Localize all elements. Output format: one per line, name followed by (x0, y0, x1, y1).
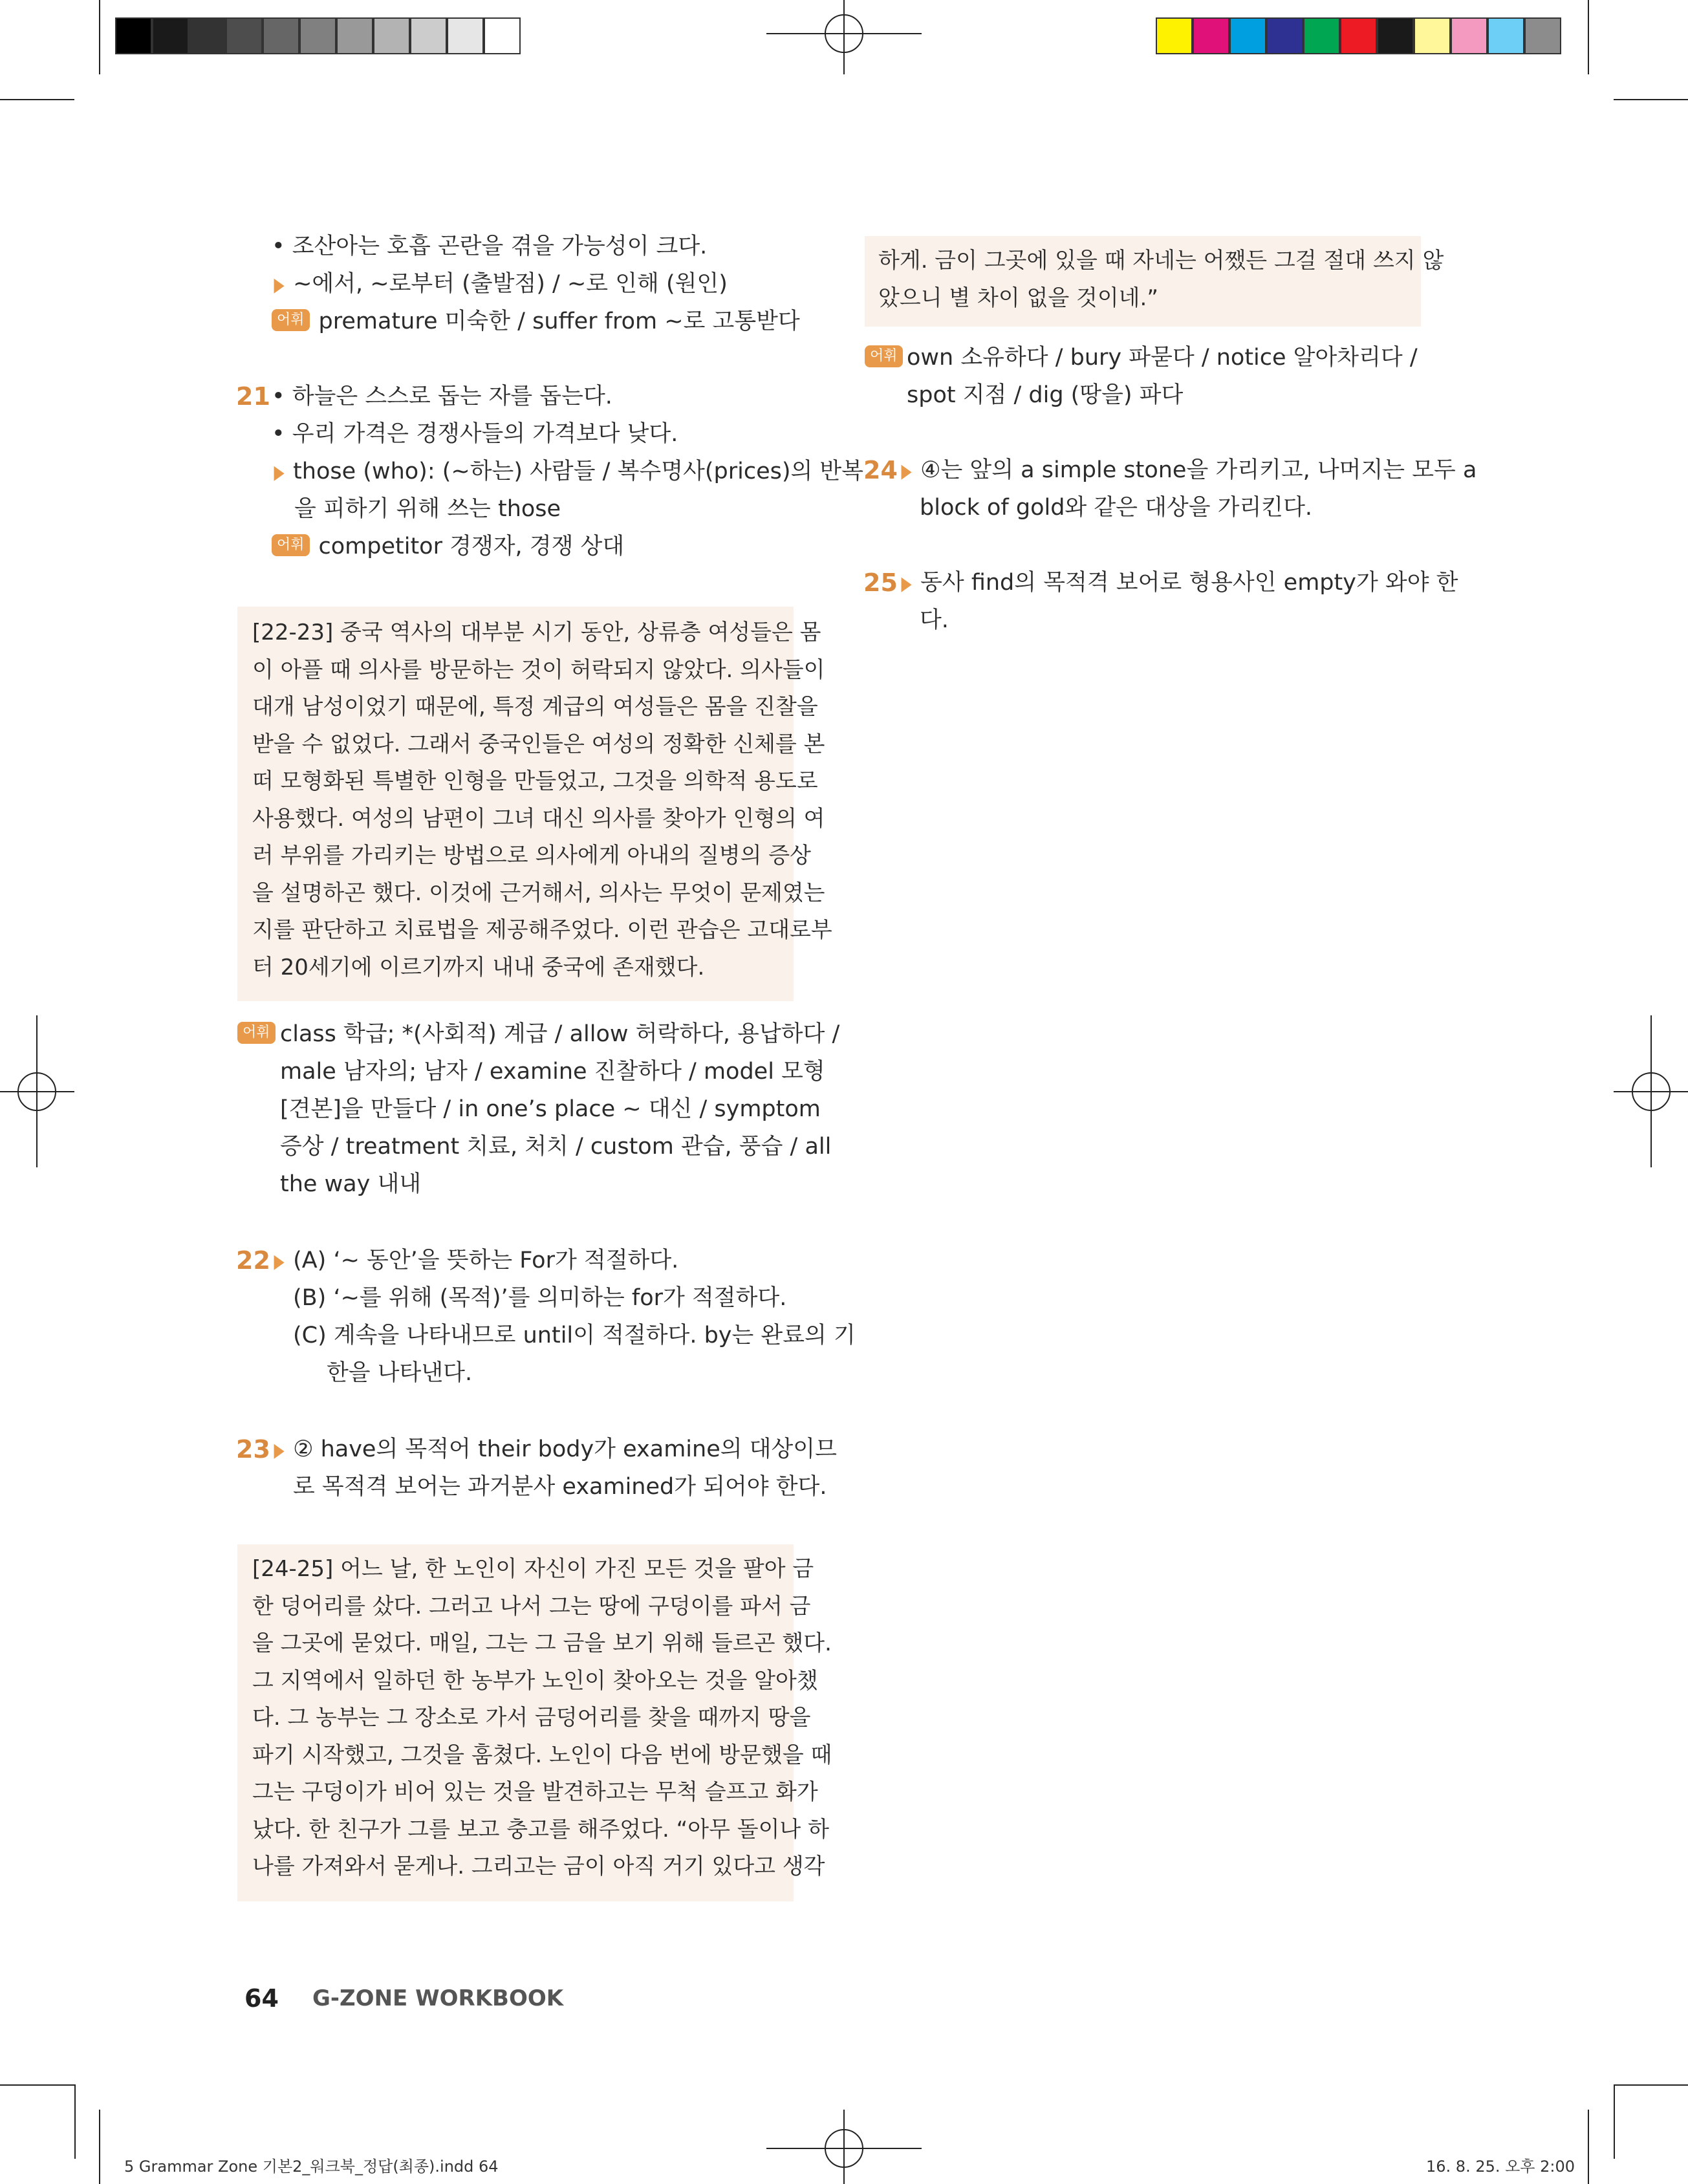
vocab-line: male 남자의; 남자 / examine 진찰하다 / model 모형 (280, 1059, 825, 1085)
passage-line: 나를 가져와서 묻게나. 그리고는 금이 아직 거기 있다고 생각 (252, 1854, 825, 1879)
vocab-badge: 어휘 (237, 1022, 276, 1044)
passage-line: 았으니 별 차이 없을 것이네.” (878, 285, 1158, 311)
passage-line: [22-23] 중국 역사의 대부분 시기 동안, 상류층 여성들은 몸 (252, 620, 821, 645)
color-swatch (1266, 17, 1303, 54)
passage-line: 대개 남성이었기 때문에, 특정 계급의 여성들은 몸을 진찰을 (252, 694, 818, 720)
intro-note: ▶ ~에서, ~로부터 (출발점) / ~로 인해 (원인) (272, 265, 728, 304)
slug-file-info: 5 Grammar Zone 기본2_워크북_정답(최종).indd 64 (124, 2157, 499, 2176)
arrow-right-icon: ▶ (901, 460, 912, 482)
passage-line: 지를 판단하고 치료법을 제공해주었다. 이런 관습은 고대로부 (252, 917, 832, 943)
passage-line: 받을 수 없었다. 그래서 중국인들은 여성의 정확한 신체를 본 (252, 731, 825, 757)
passage-line: 파기 시작했고, 그것을 훔쳤다. 노인이 다음 번에 방문했을 때 (252, 1742, 832, 1768)
arrow-right-icon: ▶ (274, 461, 285, 484)
passage-line: [24-25] 어느 날, 한 노인이 자신이 가진 모든 것을 팔아 금 (252, 1556, 814, 1582)
vocab-badge: 어휘 (272, 534, 310, 556)
passage-line: 이 아플 때 의사를 방문하는 것이 허락되지 않았다. 의사들이 (252, 656, 825, 683)
color-swatch (373, 17, 410, 54)
q21-line: • 하늘은 스스로 돕는 자를 돕는다. (272, 384, 612, 409)
vocab-line: 증상 / treatment 치료, 처치 / custom 관습, 풍습 / all (280, 1134, 832, 1160)
crop-mark (1614, 99, 1688, 100)
color-swatch (484, 17, 521, 54)
question-number: 23 (236, 1435, 270, 1464)
intro-sentence: • 조산아는 호흡 곤란을 겪을 가능성이 크다. (272, 233, 708, 259)
q23-line: 로 목적격 보어는 과거분사 examined가 되어야 한다. (293, 1474, 827, 1500)
color-swatch (1340, 17, 1377, 54)
vocab-badge: 어휘 (272, 309, 310, 331)
color-swatch (152, 17, 189, 54)
q25-line: ▶ 동사 find의 목적격 보어로 형용사인 empty가 와야 한 (899, 564, 1458, 603)
passage-line: 사용했다. 여성의 남편이 그녀 대신 의사를 찾아가 인형의 여 (252, 805, 825, 832)
color-swatch (1156, 17, 1193, 54)
passage-line: 러 부위를 가리키는 방법으로 의사에게 아내의 질병의 증상 (252, 843, 811, 869)
color-swatch (1451, 17, 1488, 54)
q22-line: (B) ‘~를 위해 (목적)’를 의미하는 for가 적절하다. (293, 1285, 787, 1311)
passage-text-24-25 (252, 1551, 832, 1886)
q22-line: 한을 나타낸다. (327, 1360, 473, 1386)
q23-line: ▶ ② have의 목적어 their body가 examine의 대상이므 (272, 1431, 837, 1469)
crop-mark (0, 2084, 74, 2086)
book-title: G-ZONE WORKBOOK (312, 1985, 564, 2011)
color-swatch (189, 17, 226, 54)
passage-line: 을 설명하곤 했다. 이것에 근거해서, 의사는 무엇이 문제였는 (252, 880, 825, 906)
passage-line: 그는 구덩이가 비어 있는 것을 발견하고는 무척 슬프고 화가 (252, 1779, 818, 1805)
passage-line: 한 덩어리를 샀다. 그러고 나서 그는 땅에 구덩이를 파서 금 (252, 1593, 811, 1619)
vocab-line: own 소유하다 / bury 파묻다 / notice 알아차리다 / (907, 345, 1418, 371)
q21-note: ▶ those (who): (~하는) 사람들 / 복수명사(prices)의 반복 (272, 453, 863, 492)
color-swatch (226, 17, 263, 54)
color-swatch (1414, 17, 1451, 54)
question-number: 25 (863, 568, 898, 597)
arrow-right-icon: ▶ (274, 274, 285, 296)
question-number: 21 (236, 382, 270, 411)
crop-mark (1588, 2110, 1589, 2184)
passage-line: 하게. 금이 그곳에 있을 때 자네는 어쨌든 그걸 절대 쓰지 않 (878, 248, 1444, 274)
crop-mark (1614, 2084, 1615, 2159)
passage-text-22-23 (252, 614, 832, 986)
color-swatch (1303, 17, 1340, 54)
passage-line: 그 지역에서 일하던 한 농부가 노인이 찾아오는 것을 알아챘 (252, 1667, 818, 1694)
crop-mark (99, 0, 100, 74)
q25-line: 다. (920, 607, 949, 633)
passage-line: 다. 그 농부는 그 장소로 가서 금덩어리를 찾을 때까지 땅을 (252, 1705, 811, 1731)
color-swatch (263, 17, 299, 54)
page-number: 64 (244, 1984, 279, 2013)
vocab-line: [견본]을 만들다 / in one’s place ~ 대신 / symptom (280, 1096, 821, 1122)
color-swatch (1377, 17, 1414, 54)
vocab-badge: 어휘 (865, 345, 903, 367)
question-number: 24 (863, 456, 898, 484)
q24-line: block of gold와 같은 대상을 가리킨다. (920, 495, 1313, 521)
passage-line: 터 20세기에 이르기까지 내내 중국에 존재했다. (252, 954, 705, 980)
passage-line: 을 그곳에 묻었다. 매일, 그는 그 금을 보기 위해 들르곤 했다. (252, 1630, 832, 1656)
vocab-line: spot 지점 / dig (땅을) 파다 (907, 382, 1184, 408)
color-swatch (447, 17, 484, 54)
q21-line: • 우리 가격은 경쟁사들의 가격보다 낮다. (272, 421, 678, 447)
arrow-right-icon: ▶ (274, 1439, 285, 1462)
crop-mark (1588, 0, 1589, 74)
color-swatch-bar (1156, 17, 1561, 54)
question-number: 22 (236, 1246, 270, 1275)
vocab-line: class 학급; *(사회적) 계급 / allow 허락하다, 용납하다 / (280, 1021, 840, 1047)
crop-mark (99, 2110, 100, 2184)
crop-mark (1614, 2084, 1688, 2086)
q22-line: (C) 계속을 나타내므로 until이 적절하다. by는 완료의 기 (293, 1323, 856, 1348)
color-swatch (1488, 17, 1524, 54)
passage-line: 떠 모형화된 특별한 인형을 만들었고, 그것을 의학적 용도로 (252, 768, 818, 794)
q24-line: ▶ ④는 앞의 a simple stone을 가리키고, 나머지는 모두 a (899, 451, 1477, 490)
vocab-line: the way 내내 (280, 1171, 422, 1197)
q22-line: ▶ (A) ‘~ 동안’을 뜻하는 For가 적절하다. (272, 1242, 678, 1281)
color-swatch (1229, 17, 1266, 54)
intro-vocab: 어휘 premature 미숙한 / suffer from ~로 고통받다 (272, 303, 800, 340)
grayscale-swatch-bar (115, 17, 521, 54)
crop-mark (0, 99, 74, 100)
slug-date-time: 16. 8. 25. 오후 2:00 (1426, 2157, 1575, 2176)
color-swatch (336, 17, 373, 54)
arrow-right-icon: ▶ (901, 572, 912, 595)
color-swatch (115, 17, 152, 54)
color-swatch (410, 17, 447, 54)
crop-mark (74, 2084, 76, 2159)
color-swatch (299, 17, 336, 54)
q21-vocab: 어휘 competitor 경쟁자, 경쟁 상대 (272, 528, 624, 565)
color-swatch (1524, 17, 1561, 54)
passage-line: 났다. 한 친구가 그를 보고 충고를 해주었다. “아무 돌이나 하 (252, 1816, 829, 1843)
arrow-right-icon: ▶ (274, 1250, 285, 1273)
passage-text-continued (878, 243, 1444, 317)
q21-note-cont: 을 피하기 위해 쓰는 those (294, 496, 561, 522)
color-swatch (1193, 17, 1229, 54)
